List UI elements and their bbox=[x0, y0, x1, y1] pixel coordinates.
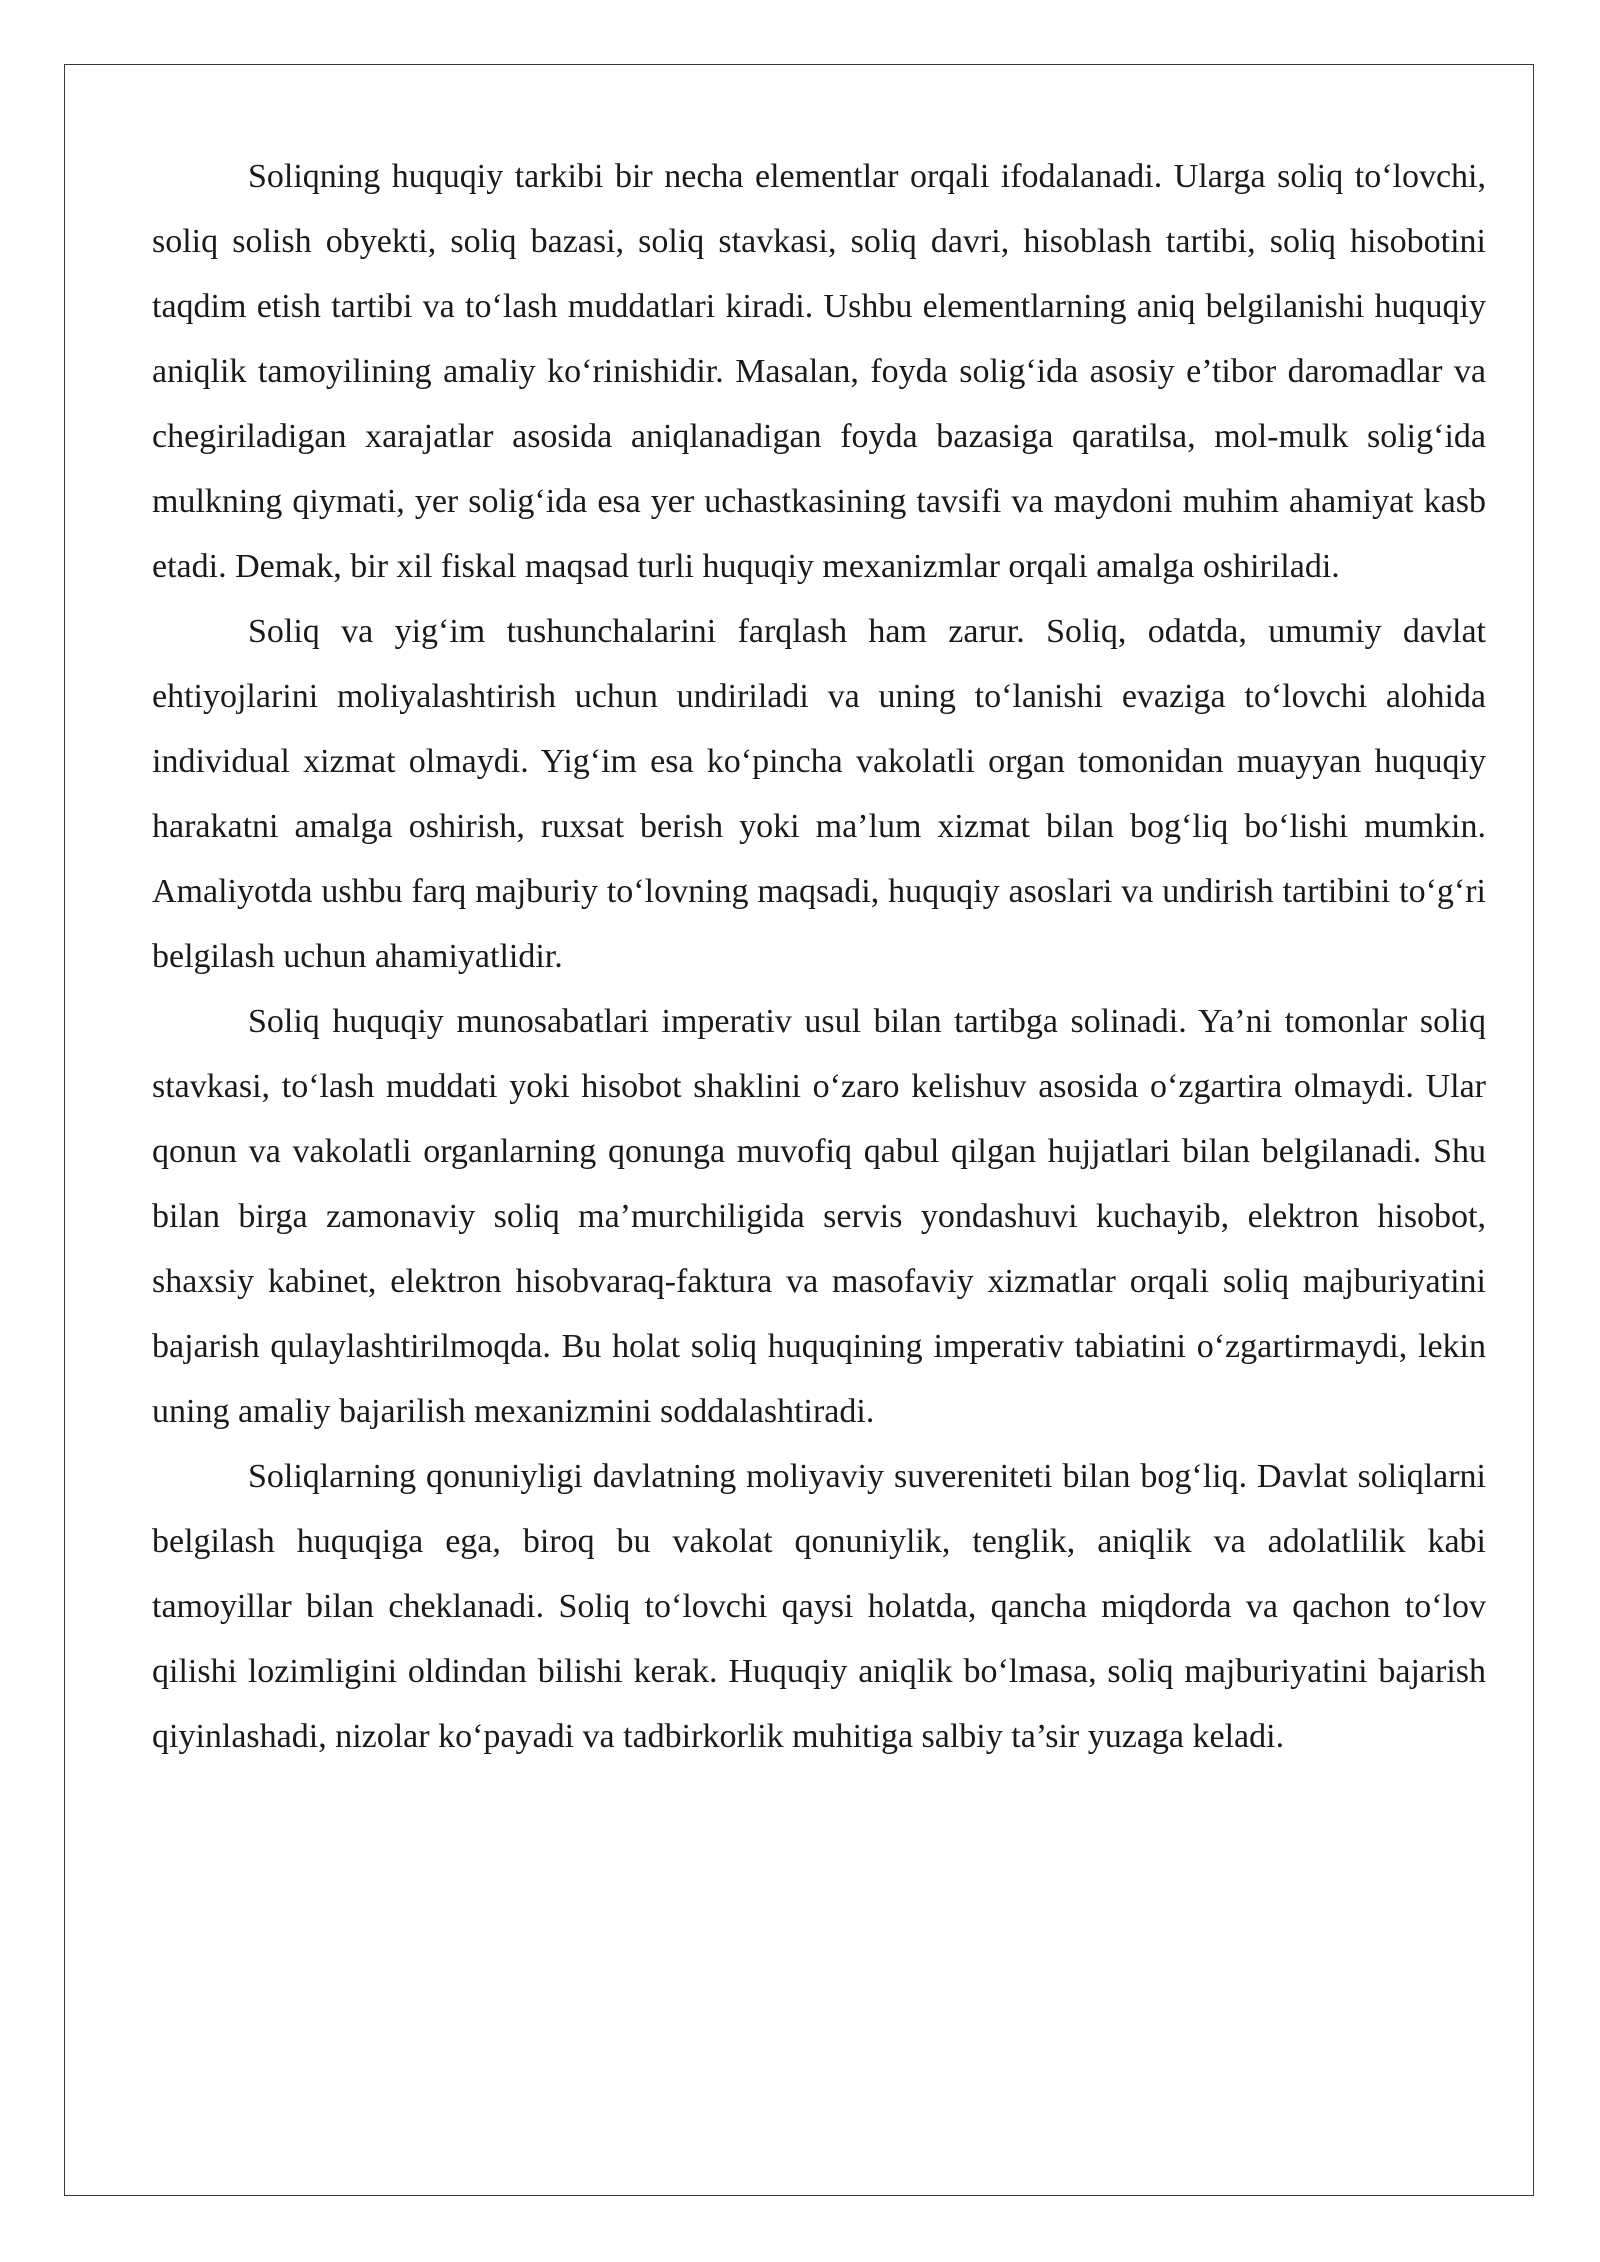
paragraph-2: Soliq va yig‘im tushunchalarini farqlash ham zarur. Soliq, odatda, umumiy davlat ehtiyojlarini moliyalashtirish uchun undiriladi va uning to‘lanishi evaziga to‘lovchi alohida individual xizmat olmaydi. Yig‘im esa ko‘pincha vakolatli organ tomonidan muayyan huquqiy harakatni amalga oshirish, ruxsat berish yoki ma’lum xizmat bilan bog‘liq bo‘lishi mumkin. Amaliyotda ushbu farq majburiy to‘lovning maqsadi, huquqiy asoslari va undirish tartibini to‘g‘ri belgilash uchun ahamiyatlidir. bbox=[152, 613, 1486, 975]
paragraph-3: Soliq huquqiy munosabatlari imperativ usul bilan tartibga solinadi. Ya’ni tomonlar soliq stavkasi, to‘lash muddati yoki hisobot shaklini o‘zaro kelishuv asosida o‘zgartira olmaydi. Ular qonun va vakolatli organlarning qonunga muvofiq qabul qilgan hujjatlari bilan belgilanadi. Shu bilan birga zamonaviy soliq ma’murchiligida servis yondashuvi kuchayib, elektron hisobot, shaxsiy kabinet, elektron hisobvaraq-faktura va masofaviy xizmatlar orqali soliq majburiyatini bajarish qulaylashtirilmoqda. Bu holat soliq huquqining imperativ tabiatini o‘zgartirmaydi, lekin uning amaliy bajarilish mexanizmini soddalashtiradi. bbox=[152, 1003, 1486, 1430]
paragraph-4: Soliqlarning qonuniyligi davlatning moliyaviy suvereniteti bilan bog‘liq. Davlat soliqlarni belgilash huquqiga ega, biroq bu vakolat qonuniylik, tenglik, aniqlik va adolatlilik kabi tamoyillar bilan cheklanadi. Soliq to‘lovchi qaysi holatda, qancha miqdorda va qachon to‘lov qilishi lozimligini oldindan bilishi kerak. Huquqiy aniqlik bo‘lmasa, soliq majburiyatini bajarish qiyinlashadi, nizolar ko‘payadi va tadbirkorlik muhitiga salbiy ta’sir yuzaga keladi. bbox=[152, 1458, 1486, 1755]
paragraph-1: Soliqning huquqiy tarkibi bir necha elementlar orqali ifodalanadi. Ularga soliq to‘lovchi, soliq solish obyekti, soliq bazasi, soliq stavkasi, soliq davri, hisoblash tartibi, soliq hisobotini taqdim etish tartibi va to‘lash muddatlari kiradi. Ushbu elementlarning aniq belgilanishi huquqiy aniqlik tamoyilining amaliy ko‘rinishidir. Masalan, foyda solig‘ida asosiy e’tibor daromadlar va chegiriladigan xarajatlar asosida aniqlanadigan foyda bazasiga qaratilsa, mol-mulk solig‘ida mulkning qiymati, yer solig‘ida esa yer uchastkasining tavsifi va maydoni muhim ahamiyat kasb etadi. Demak, bir xil fiskal maqsad turli huquqiy mexanizmlar orqali amalga oshiriladi. bbox=[152, 158, 1486, 585]
document-body bbox=[152, 144, 1486, 1769]
